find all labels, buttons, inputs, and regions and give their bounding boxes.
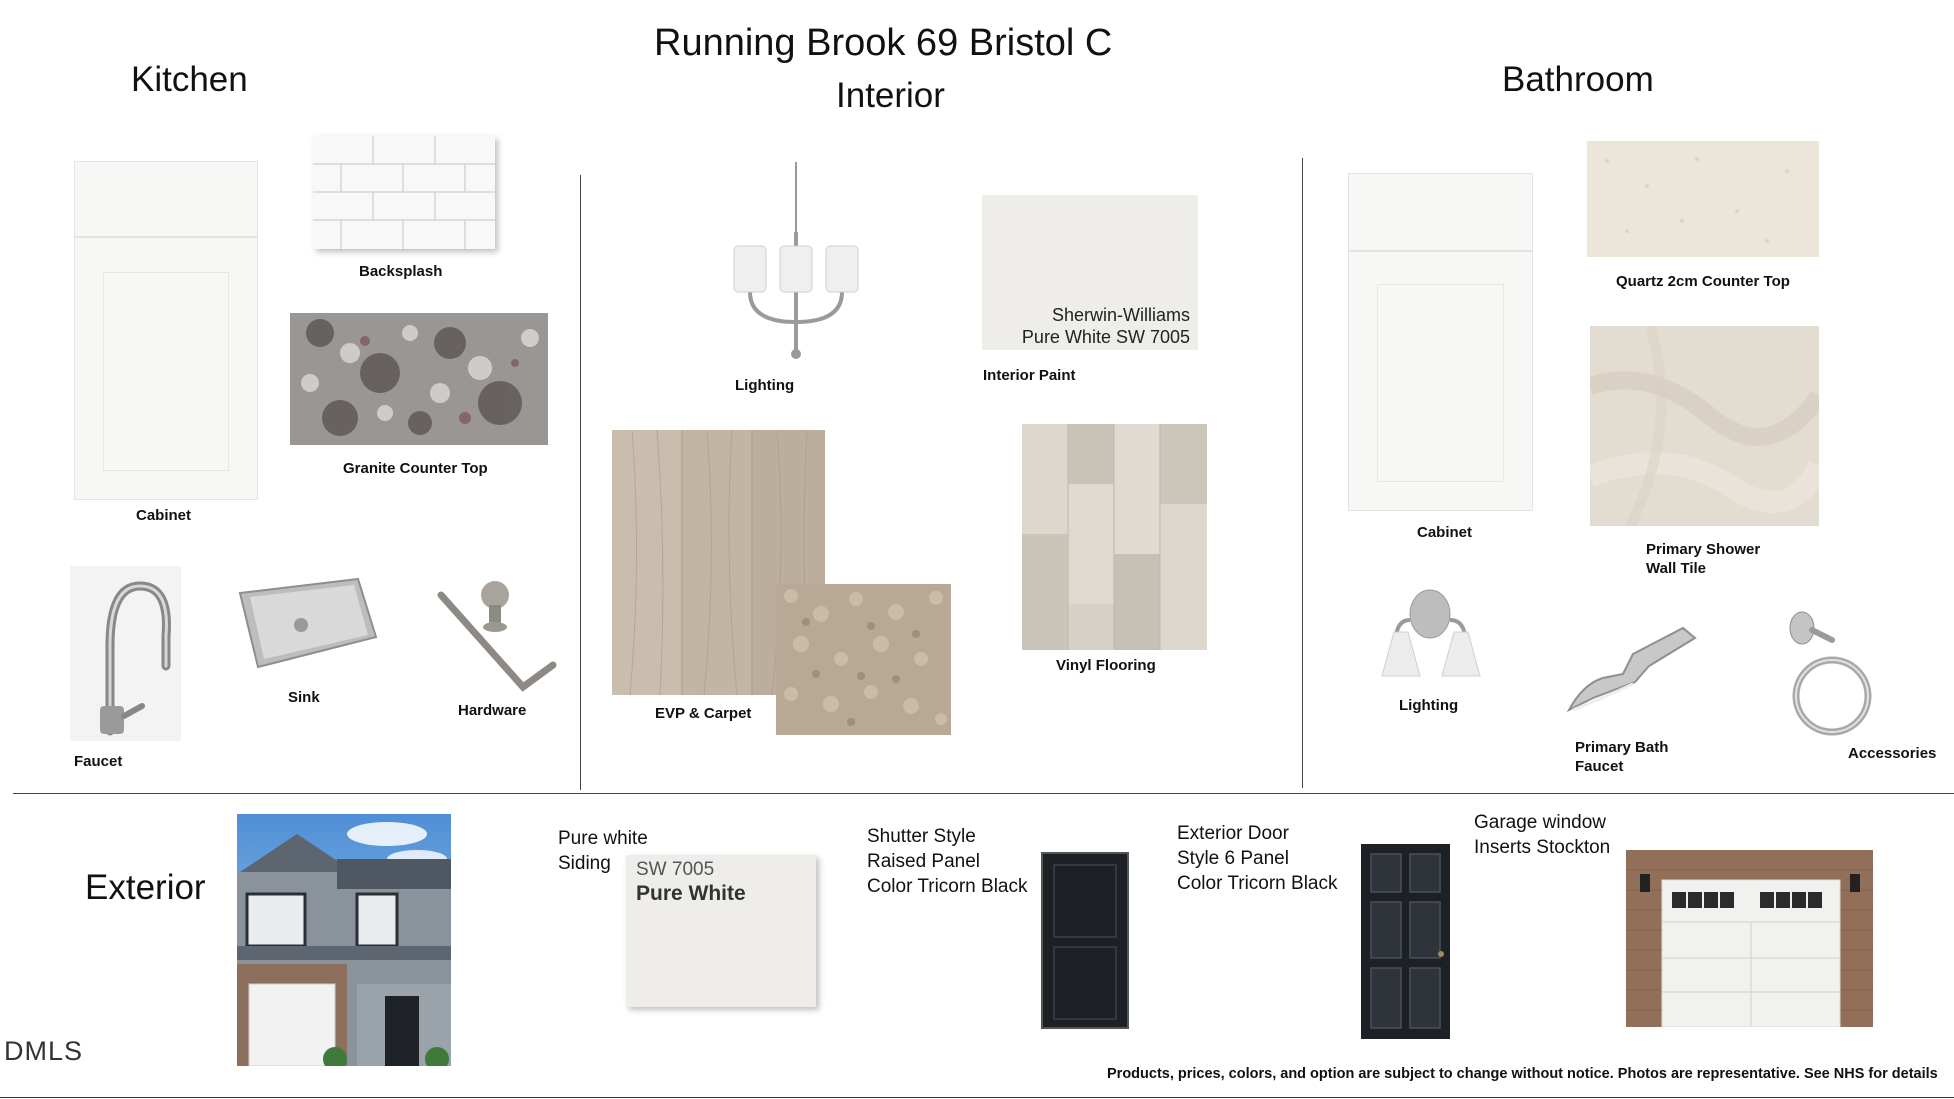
door-description: Exterior Door Style 6 Panel Color Tricorn Black [1177,823,1338,894]
page-title: Running Brook 69 Bristol C [654,22,1113,64]
garage-door-image [1626,850,1873,1027]
accessories-label: Accessories [1848,745,1937,762]
kitchen-cabinet-swatch [74,161,258,500]
sink-label: Sink [288,689,320,706]
watermark-logo: DMLS [4,1036,84,1066]
bathroom-lighting-image [1368,586,1493,690]
interior-paint-swatch [982,195,1198,350]
hardware-label: Hardware [458,702,527,719]
vinyl-flooring-label: Vinyl Flooring [1056,657,1156,674]
bath-faucet-label-line1: Primary Bath [1575,739,1669,756]
quartz-swatch [1587,141,1819,257]
interior-lighting-label: Lighting [735,377,795,394]
siding-code: SW 7005 [636,859,715,880]
shutter-description: Shutter Style Raised Panel Color Tricorn Black [867,826,1028,897]
exterior-door-image [1361,844,1450,1039]
granite-label: Granite Counter Top [343,460,488,477]
interior-bathroom-divider [1302,158,1303,788]
disclaimer-text: Products, prices, colors, and option are subject to change without notice. Photos are representative. See NHS for details [1107,1066,1938,1082]
vinyl-flooring-swatch [1022,424,1207,650]
carpet-swatch [776,584,951,735]
siding-color-swatch [626,855,816,1007]
granite-swatch [290,313,548,445]
bath-faucet-label-line2: Faucet [1575,758,1624,775]
shower-tile-label-line1: Primary Shower [1646,541,1761,558]
bathroom-lighting-label: Lighting [1399,697,1459,714]
section-heading-interior: Interior [836,76,945,115]
hardware-image [435,575,557,695]
evp-carpet-label: EVP & Carpet [655,705,752,722]
faucet-label: Faucet [74,753,123,770]
paint-name: Pure White SW 7005 [1021,327,1190,347]
bottom-border [0,1097,1954,1098]
shower-tile-label-line2: Wall Tile [1646,560,1707,577]
siding-description: Pure white Siding [558,828,648,874]
shutter-image [1041,852,1129,1029]
section-heading-kitchen: Kitchen [131,60,248,99]
kitchen-interior-divider [580,175,581,790]
bathroom-cabinet-label: Cabinet [1417,524,1473,541]
interior-paint-label: Interior Paint [983,367,1076,384]
sink-image [236,575,379,671]
interior-lighting-image [728,162,864,362]
kitchen-cabinet-label: Cabinet [136,507,192,524]
quartz-label: Quartz 2cm Counter Top [1616,273,1790,290]
house-exterior-image [237,814,451,1066]
paint-brand: Sherwin-Williams [1051,305,1190,325]
section-heading-exterior: Exterior [85,868,206,907]
accessories-image [1782,610,1874,755]
backsplash-label: Backsplash [359,263,443,280]
shower-tile-swatch [1590,326,1819,526]
garage-description: Garage window Inserts Stockton [1474,812,1611,858]
faucet-image [70,566,181,741]
bath-faucet-image [1563,614,1698,722]
backsplash-swatch [313,136,495,249]
siding-name: Pure White [636,882,746,905]
bathroom-cabinet-swatch [1348,173,1533,511]
section-heading-bathroom: Bathroom [1502,60,1654,99]
exterior-divider [13,793,1954,794]
